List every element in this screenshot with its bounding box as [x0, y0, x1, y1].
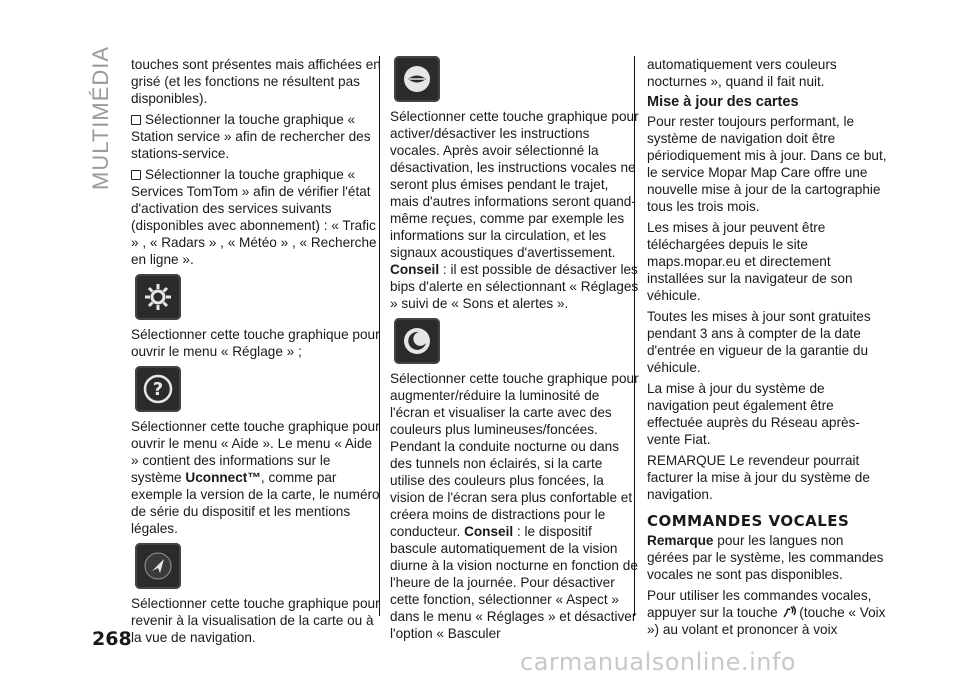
paragraph: REMARQUE Le revendeur pourrait facturer la mise à jour du système de navigation.: [647, 453, 870, 502]
column-3: [647, 56, 887, 642]
paragraph: Pour utiliser les commandes vocales, appuyer sur la touche (touche « Voix ») au volant et prononcer à voix: [647, 588, 886, 637]
paragraph: touches sont présentes mais affichées en grisé (et les fonctions ne résultent pas disponibles).: [131, 57, 381, 106]
paragraph: Toutes les mises à jour sont gratuites pendant 3 ans à compter de la date d'entrée en vigueur de la garantie du véhicule.: [647, 309, 871, 375]
paragraph: La mise à jour du système de navigation peut également être effectuée auprès du Réseau après-vente Fiat.: [647, 381, 860, 447]
paragraph: Pour rester toujours performant, le système de navigation doit être périodiquement mis à jour. Dans ce but, le service Mopar Map Care offre une nouvelle mise à jour de la cartographie tous les trois mois.: [647, 114, 887, 214]
paragraph: automatiquement vers couleurs nocturnes », quand il fait nuit.: [647, 57, 837, 89]
paragraph: Sélectionner cette touche graphique pour ouvrir le menu « Aide ». Le menu « Aide » contient des informations sur le système Uconnect™, comme par exemple la version de la carte, le numéro de série du dispositif et les mentions légales.: [131, 419, 380, 536]
heading-voice-commands: COMMANDES VOCALES: [647, 512, 850, 530]
paragraph: Remarque pour les langues non gérées par le système, les commandes vocales ne sont pas disponibles.: [647, 533, 884, 582]
column-1: [131, 56, 381, 650]
section-title: MULTIMÉDIA: [88, 45, 113, 190]
night-mode-moon-icon: [394, 318, 440, 364]
paragraph: Sélectionner cette touche graphique pour revenir à la visualisation de la carte ou à la vue de navigation.: [131, 596, 380, 645]
voice-instructions-lips-icon: [394, 56, 440, 102]
paragraph: Sélectionner cette touche graphique pour ouvrir le menu « Réglage » ;: [131, 327, 380, 359]
section-sidebar: [88, 40, 118, 190]
column-2: [390, 56, 640, 646]
page-number: 268: [92, 628, 132, 650]
svg-text:?: ?: [152, 379, 164, 400]
watermark: carmanualsonline.info: [520, 648, 797, 676]
voice-command-icon: [782, 605, 796, 619]
bullet-item: Sélectionner la touche graphique « Station service » afin de rechercher des stations-service.: [131, 112, 371, 161]
help-question-icon: [135, 366, 181, 412]
paragraph: Sélectionner cette touche graphique pour augmenter/réduire la luminosité de l'écran et visualiser la carte avec des couleurs plus lumineuses/foncées. Pendant la conduite nocturne ou dans des tunnels non éclairés, si la carte utilise des couleurs plus foncées, la vision de l'écran sera plus confortable et créera moins de distractions pour le conducteur. Conseil : le dispositif bascule automatiquement de la vision diurne à la vision nocturne en fonction de l'heure de la journée. Pour désactiver cette fonction, sélectionner « Aspect » dans le menu « Réglages » et désactiver l'option « Basculer: [390, 371, 639, 641]
paragraph: Les mises à jour peuvent être téléchargées depuis le site maps.mopar.eu et directement installées sur la navigateur de son véhicule.: [647, 220, 853, 303]
bullet-item: Sélectionner la touche graphique « Services TomTom » afin de vérifier l'état d'activation des services suivants (disponibles avec abonnement) : « Trafic » , « Radars » , « Météo » , « Recherche en ligne ».: [131, 167, 377, 267]
settings-gear-icon: [135, 274, 181, 320]
heading-map-update: Mise à jour des cartes: [647, 94, 799, 110]
paragraph: Sélectionner cette touche graphique pour activer/désactiver les instructions vocales. Après avoir sélectionné la désactivation, les instructions vocales ne seront plus émises pendant le trajet, mais d'autres informations seront quand-même reçues, comme par exemple les informations sur la circulation, et les signaux acoustiques d'avertissement. Conseil : il est possible de désactiver les bips d'alerte en sélectionnant « Réglages » suivi de « Sons et alertes ».: [390, 109, 639, 311]
bullet-square-icon: [131, 170, 141, 180]
navigation-arrow-icon: [135, 543, 181, 589]
bullet-square-icon: [131, 115, 141, 125]
